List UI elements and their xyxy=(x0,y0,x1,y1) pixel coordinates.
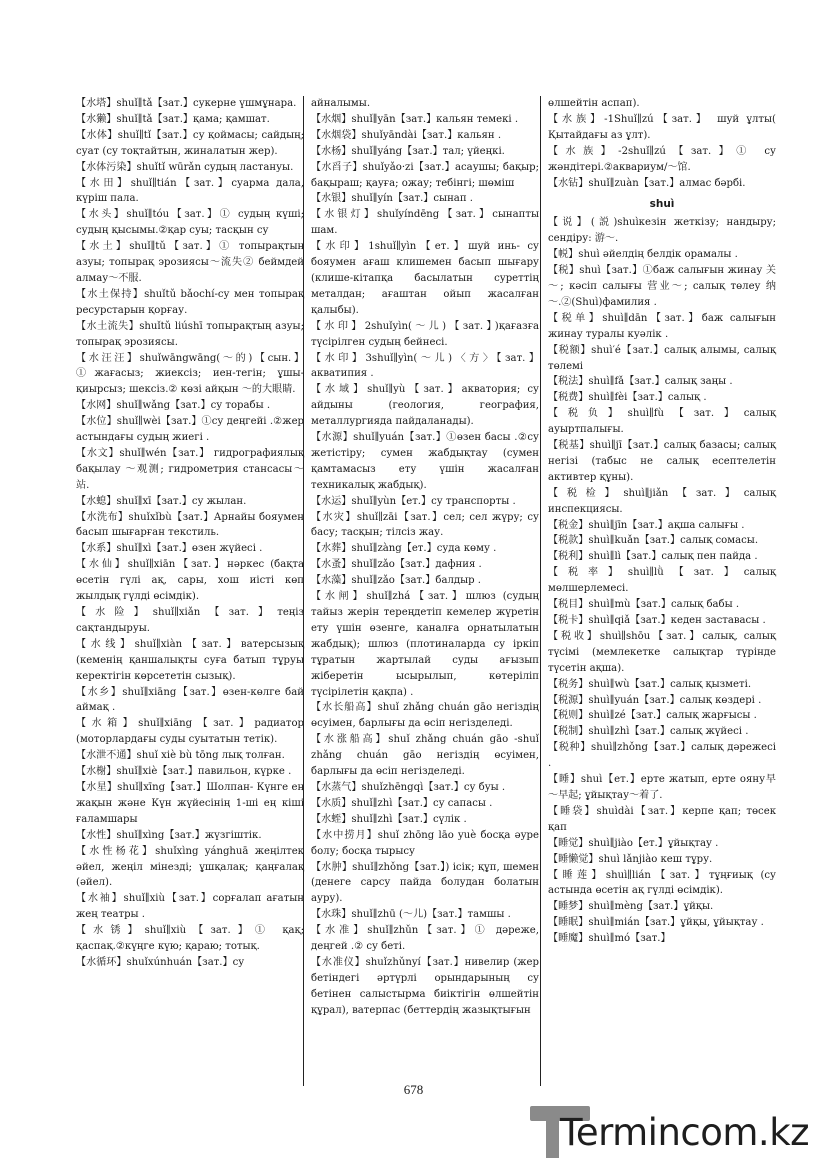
dictionary-entry: 【水土】shuǐ∥tǔ【зат.】① топырақтың азуы; топырақ эрозиясы～流失② беймдей алмау～不服. xyxy=(76,241,304,284)
dictionary-entry: 【水印】2shuǐyìn(～儿)【зат.】)қағазға түсірілген судың бейнесі. xyxy=(311,320,539,348)
dictionary-entry: 【水藻】shuǐ∥zǎo【зат.】балдыр . xyxy=(311,575,481,587)
dictionary-entry: 【水烟袋】shuǐyāndài【зат.】кальян . xyxy=(311,129,502,141)
dictionary-entry: 【水肿】shuǐ∥zhǒng【зат.】) ісік; құп, шемен (денеге сарсу пайда болудан болатын ауру). xyxy=(311,861,539,905)
dictionary-entry: 【水准】shuǐ∥zhǔn【зат.】① дәреже, деңгей .② су беті. xyxy=(311,925,539,953)
dictionary-entry: 【税利】shuì∥lì【зат.】салық пен пайда . xyxy=(548,551,758,563)
dictionary-entry: айналымы. xyxy=(311,98,371,109)
dictionary-entry: 【睡眠】shuì∥mián【зат.】ұйқы, ұйықтау . xyxy=(548,917,764,929)
dictionary-entry: 【水银】shuǐ∥yín【зат.】сынап . xyxy=(311,193,473,205)
dictionary-entry: 【税款】shuì∥kuǎn【зат.】салық сомасы. xyxy=(548,535,759,547)
logo-text: Termincom.kz xyxy=(560,1111,810,1154)
dictionary-entry: 【水闸】shuǐ∥zhá【зат.】шлюз (судың тайыз жерін тереңдетіп кемелер жүретін ету үшін өзенге, каналға орнатылатын жабдық); шлюз (плотиналарда су іркіп тұратын жартылай суды ағызып жіберетін ысырылып, көтеріліп түсірілетін қақпа) . xyxy=(311,591,539,698)
dictionary-entry: 【税收】shuì∥shōu【зат.】салық, салық түсімі (мемлекетке салықтар түрінде түсетін ақша). xyxy=(548,630,776,674)
dictionary-entry: 【帨】shuì әйелдің белдік орамалы . xyxy=(548,249,738,261)
dictionary-entry: 【税目】shuì∥mù【зат.】салық бабы . xyxy=(548,599,740,611)
dictionary-entry: 【睡魔】shuì∥mó【зат.】 xyxy=(548,933,671,945)
dictionary-entry: 【税率】shuì∥lǜ【зат.】салық мөлшерлемесі. xyxy=(548,567,776,595)
dictionary-entry: 【水银灯】shuǐyíndēng【зат.】сынапты шам. xyxy=(311,209,539,237)
site-logo xyxy=(524,1102,820,1162)
dictionary-entry: 【水印】1shuǐ∥yìn【ет.】шуй инь- су бояумен ағаш клишемен басып шығару (клише-кітапқа басылатын суреттің металдан; ағаштан ойып жасалған қалыбы). xyxy=(311,241,539,316)
dictionary-entry: 【水獭】shuǐ∥tǎ【зат.】қама; қамшат. xyxy=(76,113,270,125)
dictionary-entry: 【水涨船高】shuǐ zhǎng chuán gāo -shuǐ zhǎng chuán gāo негіздің өсуімен, барлығы да өсіп негізделеді. xyxy=(311,734,539,778)
dictionary-entry: 【税】shuì【зат.】①баж салығын жинау 关～; кәсіп салығы 营业～; салық төлеу 纳～.②(Shuì)фамилия . xyxy=(548,265,776,308)
dictionary-entry: 【水蚤】shuǐ∥zǎo【зат.】дафния . xyxy=(311,559,482,571)
dictionary-entry: 【水榭】shuǐ∥xiè【зат.】павильон, күрке . xyxy=(76,766,292,778)
dictionary-entry: 【税源】shuì∥yuán【зат.】салық көздері . xyxy=(548,694,762,706)
dictionary-entry: 【水蒸气】shuǐzhēngqì【зат.】су буы . xyxy=(311,781,506,793)
dictionary-entry: 【税额】shuì′é【зат.】салық алымы, салық төлемі xyxy=(548,344,776,372)
dictionary-entry: 【说】(説)shuìкезін жеткізу; нандыру; сендіру: 游～. xyxy=(548,217,776,245)
dictionary-entry: 【水循环】shuǐxúnhuán【зат.】су xyxy=(76,956,245,968)
dictionary-entry: 【水洗布】shuǐxǐbù【зат.】Арнайы бояумен басып шығарған текстиль. xyxy=(76,511,304,539)
dictionary-entry: 【水锈】shuǐ∥xiù【зат.】① қақ; қаспақ.②күңге күю; қараю; тотық. xyxy=(76,925,304,953)
dictionary-entry: 【水乡】shuǐ∥xiāng【зат.】өзен-көлге бай аймақ . xyxy=(76,686,304,714)
dictionary-entry: 【水袖】shuǐ∥xiù【зат.】сорғалап ағатын жең театры . xyxy=(76,893,304,921)
dictionary-entry: 【税法】shuì∥fǎ【зат.】салық заңы . xyxy=(548,376,733,388)
dictionary-entry: 【水土保持】shuǐtǔ bǎochí-су мен топырақ ресурстарын қорғау. xyxy=(76,288,304,316)
dictionary-entry: 【水烟】shuǐ∥yān【зат.】кальян темекі . xyxy=(311,113,519,125)
dictionary-entry: 【水源】shuǐ∥yuán【зат.】①өзен басы .②су жетістіру; сумен жабдықтау (сумен қамтамасыз ету үшін жасалған техникалық жабдық). xyxy=(311,432,539,491)
dictionary-entry: 【水舀子】shuǐyǎo·zi【зат.】асаушы; бақыр; бақыраш; қауға; ожау; тебінгі; шөміш xyxy=(311,161,539,189)
dictionary-entry: 【税制】shuì∥zhì【зат.】салық жүйесі . xyxy=(548,726,749,738)
page-number: 678 xyxy=(403,1082,424,1097)
dictionary-entry: 【水位】shuǐ∥wèi【зат.】①су деңгейі .②жер астындағы судың жиегі . xyxy=(76,416,304,444)
dictionary-column-3 xyxy=(548,96,776,947)
dictionary-entry: 【睡懒觉】shuì lǎnjiào кеш тұру. xyxy=(548,853,713,865)
dictionary-entry: 【税务】shuì∥wù【зат.】салық қызметі. xyxy=(548,678,752,690)
dictionary-entry: 【水葬】shuǐ∥zàng【ет.】суда көму . xyxy=(311,543,497,555)
dictionary-entry: 【睡莲】shuì∥lián【зат.】тұңғиық (су астында өсетін ақ гүлді өсімдік). xyxy=(548,869,776,897)
dictionary-entry: 【水中捞月】shuǐ zhōng lāo yuè босқа әуре болу; босқа тырысу xyxy=(311,829,539,857)
dictionary-entry: 【水族】-2shuǐ∥zú【зат.】① су жәндітері.②аквариум/～馆. xyxy=(548,145,776,173)
dictionary-entry: 【水田】shuǐ∥tián【зат.】суарма дала, күріш пала. xyxy=(76,177,304,205)
dictionary-entry: 【税金】shuì∥jīn【зат.】ақша салығы . xyxy=(548,519,745,531)
dictionary-entry: 【水箱】shuǐ∥xiāng【зат.】радиатор (моторлардағы суды суытатын тетік). xyxy=(76,718,304,746)
dictionary-entry: 【水体】shuǐ∥tǐ【зат.】су қоймасы; сайдың; суат (су тоқтайтын, жиналатын жер). xyxy=(76,129,304,157)
dictionary-entry: 【水质】shuǐ∥zhì【зат.】су сапасы . xyxy=(311,797,493,809)
dictionary-entry: 【水准仪】shuǐzhǔnyí【зат.】нивелир (жер бетіндегі әртүрлі орындарының су бетінен салыстырма биіктігін өлшейтін құрал), ватерпас (беттердің жазықтығын xyxy=(311,956,539,1016)
dictionary-entry: 【水网】shuǐ∥wǎng【зат.】су торабы . xyxy=(76,400,271,412)
dictionary-entry: 【税种】shuì∥zhǒng【зат.】салық дәрежесі . xyxy=(548,742,776,770)
dictionary-entry: 【水性杨花】shuǐxìng yánghuā жеңілтек әйел, жеңіл мінезді; ұшқалақ; қаңғалақ (әйел). xyxy=(76,845,304,889)
dictionary-entry: 【水土流失】shuǐtǔ liúshī топырақтың азуы; топырақ эрозиясы. xyxy=(76,320,304,348)
dictionary-column-2 xyxy=(311,96,539,1019)
dictionary-entry: өлшейтін аспап). xyxy=(548,98,640,109)
dictionary-entry: 【水仙】shuǐ∥xiān【зат.】нәркес (бақта өсетін гүлі ақ, сары, хош иісті көп жылдық гүлді өсімдік). xyxy=(76,559,304,603)
dictionary-entry: 【水域】shuǐ∥yù【зат.】акватория; су айдыны (геология, география, металлургияда пайдаланады). xyxy=(311,384,539,428)
dictionary-entry: 【睡觉】shuì∥jiào【ет.】ұйықтау . xyxy=(548,837,719,849)
dictionary-entry: 【水险】shuǐ∥xiǎn【зат.】теңіз сақтандыруы. xyxy=(76,607,304,634)
dictionary-entry: 【水性】shuǐ∥xìng【зат.】жүзгіштік. xyxy=(76,829,262,841)
dictionary-entry: 【水系】shuǐ∥xì【зат.】өзен жүйесі . xyxy=(76,543,263,555)
dictionary-entry: 【税单】shuì∥dān【зат.】баж салығын жинау туралы куәлік . xyxy=(548,312,776,340)
dictionary-entry: 【水灾】shuǐ∥zāi【зат.】сел; сел жүру; су басу; тасқын; тілсіз жау. xyxy=(311,511,539,539)
dictionary-entry: 【税基】shuì∥jī【зат.】салық базасы; салық негізі (табыс не салық есептелетін активтер құны). xyxy=(548,440,776,483)
dictionary-entry: 【税检】shuì∥jiǎn【зат.】салық инспекциясы. xyxy=(548,487,776,515)
logo-t-stem xyxy=(546,1118,559,1158)
dictionary-entry: 【水运】shuǐ∥yùn【ет.】су транспорты . xyxy=(311,495,516,507)
dictionary-entry: 【水星】shuǐ∥xīng【зат.】Шолпан- Күнге ең жақын және Күн жүйесінің 1-ші ең кіші ғаламшары xyxy=(76,781,304,825)
dictionary-entry: 【税卡】shuì∥qiǎ【зат.】кеден заставасы . xyxy=(548,615,766,626)
dictionary-entry: 【税费】shuì∥fèi【зат.】салық . xyxy=(548,392,707,404)
dictionary-entry: 【水印】3shuǐ∥yìn(～儿)〈方〉【зат.】акватипия . xyxy=(311,352,539,380)
dictionary-entry: 【水杨】shuǐ∥yáng【зат.】тал; үйеңкі. xyxy=(311,145,505,157)
dictionary-entry: 【税则】shuì∥zé【зат.】салық жарғысы . xyxy=(548,710,757,722)
column-divider xyxy=(540,96,541,1086)
dictionary-entry: 【水族】-1Shuǐ∥zú【зат.】 шуй ұлты( Қытайдағы аз ұлт). xyxy=(548,113,776,141)
dictionary-entry: 【水塔】shuǐ∥tǎ【зат.】сукерне үшмұнара. xyxy=(76,98,297,109)
dictionary-entry: 【水螅】shuǐ∥xī【зат.】су жылан. xyxy=(76,495,247,507)
dictionary-entry: 【水头】shuǐ∥tóu【зат.】① судың күші; судың қысымы.②қар суы; тасқын су xyxy=(76,209,304,237)
dictionary-entry: 【水珠】shuǐ∥zhū (～儿)【зат.】тамшы . xyxy=(311,909,511,921)
dictionary-entry: 【水钻】shuǐ∥zuàn【зат.】алмас бәрбі. xyxy=(548,177,746,189)
section-heading: shuì xyxy=(649,198,675,211)
dictionary-entry: 【水汪汪】shuǐwāngwāng(～的)【сын.】①жағасыз; жиексіз; иен-тегін; ұшы-қиырсыз; шексіз.② көзі айқын ～的大眼睛. xyxy=(76,352,304,396)
dictionary-entry: 【水长船高】shuǐ zhǎng chuán gāo негіздің өсуімен, барлығы да өсіп негізделеді. xyxy=(311,702,539,730)
column-divider xyxy=(303,96,304,1086)
dictionary-entry: 【水文】shuǐ∥wén【зат.】 гидрографиялық бақылау ～观测; гидрометрия стансасы～站. xyxy=(76,447,304,491)
dictionary-entry: 【睡梦】shuì∥mèng【зат.】ұйқы. xyxy=(548,901,714,913)
dictionary-entry: 【水线】shuǐ∥xiàn【зат.】ватерсызық (кеменің қаншалықты суға батып тұруы керектігін көрсететін сызық). xyxy=(76,638,304,682)
dictionary-entry: 【水蛭】shuǐ∥zhì【зат.】сүлік . xyxy=(311,813,467,825)
dictionary-entry: 【税负】shuì∥fù【зат.】салық ауыртпалығы. xyxy=(548,408,776,436)
dictionary-column-1 xyxy=(76,96,304,971)
dictionary-entry: 【睡】shuì【ет.】ерте жатып, ерте ояну早～早起; ұйықтау～着了. xyxy=(548,774,776,801)
dictionary-entry: 【睡袋】shuìdài【зат.】керпе қап; төсек қап xyxy=(548,805,776,833)
dictionary-entry: 【水体污染】shuǐtǐ wūrǎn судың ластануы. xyxy=(76,161,294,173)
dictionary-entry: 【水泄不通】shuǐ xiè bù tōng лық толған. xyxy=(76,750,285,762)
